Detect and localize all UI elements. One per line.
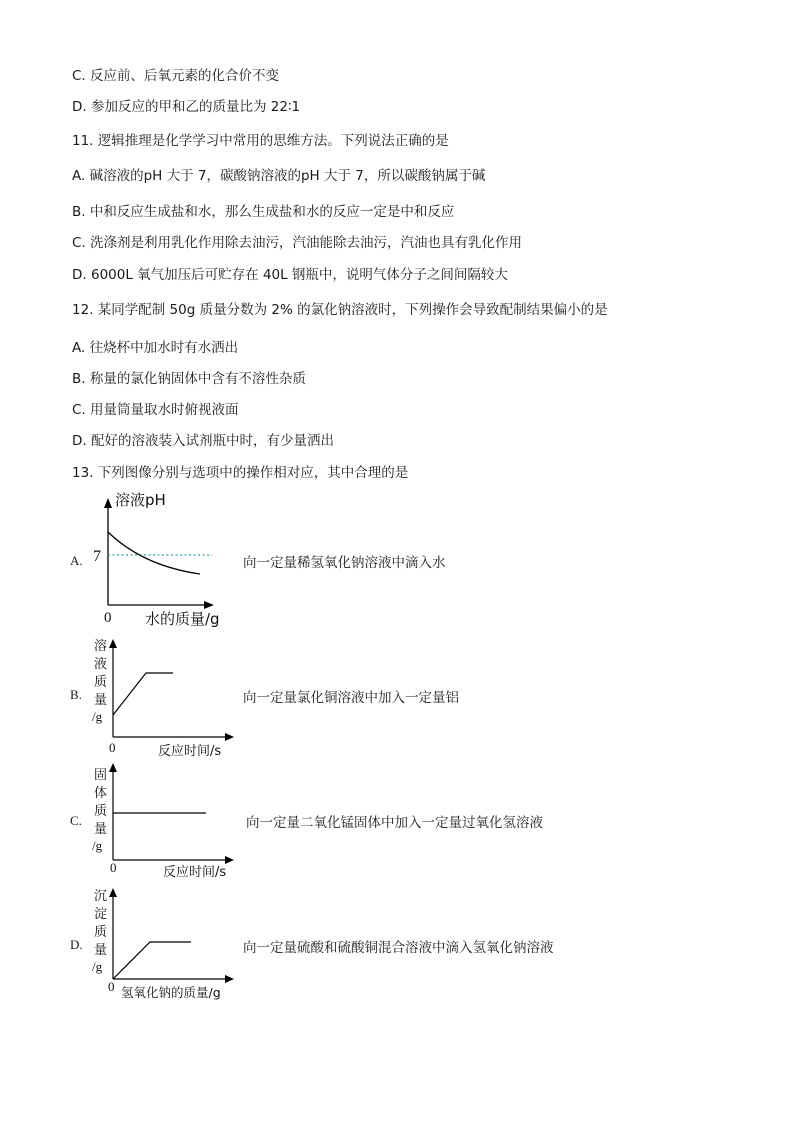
graph-d-x-arrow xyxy=(225,975,234,983)
graph-d-x-label: 氢氧化钠的质量/g xyxy=(121,985,221,1000)
graph-b-origin: 0 xyxy=(109,740,116,755)
graph-a-ph7-tick: 7 xyxy=(93,548,101,565)
graph-d-curve xyxy=(113,942,191,979)
q11-option-b: B. 中和反应生成盐和水，那么生成盐和水的反应一定是中和反应 xyxy=(72,204,455,220)
graph-a-option: A. xyxy=(70,553,83,568)
graph-b xyxy=(88,633,248,761)
graph-b-y-label-4: 量 xyxy=(94,693,108,708)
q11-stem: 11. 逻辑推理是化学学习中常用的思维方法。下列说法正确的是 xyxy=(72,133,449,149)
graph-d xyxy=(88,883,248,1005)
graph-c-description: 向一定量二氧化锰固体中加入一定量过氧化氢溶液 xyxy=(246,815,543,831)
graph-c-y-label-1: 固 xyxy=(94,768,108,783)
graph-c-y-label-3: 质 xyxy=(94,804,108,819)
graph-b-y-label-3: 质 xyxy=(94,675,108,690)
graph-b-description: 向一定量氯化铜溶液中加入一定量铝 xyxy=(243,690,459,706)
graph-c-y-label-4: 量 xyxy=(94,822,108,837)
graph-a-x-label: 水的质量/g xyxy=(145,610,220,628)
graph-d-option: D. xyxy=(70,937,83,952)
graph-a-origin: 0 xyxy=(104,610,112,626)
graph-d-description: 向一定量硫酸和硫酸铜混合溶液中滴入氢氧化钠溶液 xyxy=(243,940,554,956)
graph-a-description: 向一定量稀氢氧化钠溶液中滴入水 xyxy=(243,555,446,571)
q12-option-d: D. 配好的溶液装入试剂瓶中时，有少量洒出 xyxy=(72,433,334,449)
graph-c-origin: 0 xyxy=(110,860,117,875)
graph-b-x-arrow xyxy=(225,733,234,741)
graph-d-y-label-3: 质 xyxy=(94,925,108,940)
q12-option-b: B. 称量的氯化钠固体中含有不溶性杂质 xyxy=(72,371,306,387)
q11-option-d: D. 6000L 氧气加压后可贮存在 40L 钢瓶中，说明气体分子之间间隔较大 xyxy=(72,267,508,283)
graph-b-y-label-2: 液 xyxy=(94,657,108,672)
graph-c-option: C. xyxy=(70,813,82,828)
graph-c-x-arrow xyxy=(225,856,234,864)
graph-b-x-label: 反应时间/s xyxy=(158,744,222,759)
graph-a-x-arrow xyxy=(204,601,214,609)
graph-b-curve xyxy=(113,673,173,715)
q11-option-a: A. 碱溶液的pH 大于 7，碳酸钠溶液的pH 大于 7，所以碳酸钠属于碱 xyxy=(72,168,486,184)
graph-a-y-arrow xyxy=(104,498,112,508)
graph-d-origin: 0 xyxy=(108,979,115,994)
q12-option-a: A. 往烧杯中加水时有水洒出 xyxy=(72,340,239,356)
graph-d-y-label-1: 沉 xyxy=(94,889,108,904)
q10-option-d: D. 参加反应的甲和乙的质量比为 22∶1 xyxy=(72,99,301,115)
graph-b-option: B. xyxy=(70,687,82,702)
graph-c-y-label-5: /g xyxy=(92,838,103,853)
q10-option-c: C. 反应前、后氧元素的化合价不变 xyxy=(72,68,280,84)
graph-c-x-label: 反应时间/s xyxy=(163,865,227,880)
graph-b-y-label-1: 溶 xyxy=(94,639,108,654)
graph-d-y-label-5: /g xyxy=(92,959,103,974)
graph-c-y-arrow xyxy=(109,763,117,772)
graph-b-y-label-5: /g xyxy=(92,709,103,724)
graph-c xyxy=(88,757,248,885)
graph-a xyxy=(88,488,238,633)
graph-d-y-label-4: 量 xyxy=(94,943,108,958)
q11-option-c: C. 洗涤剂是利用乳化作用除去油污，汽油能除去油污，汽油也具有乳化作用 xyxy=(72,235,523,251)
graph-d-y-label-2: 淀 xyxy=(94,907,108,922)
graph-c-y-label-2: 体 xyxy=(94,786,108,801)
graph-b-y-arrow xyxy=(109,639,117,648)
graph-d-y-arrow xyxy=(109,888,117,897)
q13-stem: 13. 下列图像分别与选项中的操作相对应，其中合理的是 xyxy=(72,465,409,481)
q12-stem: 12. 某同学配制 50g 质量分数为 2% 的氯化钠溶液时，下列操作会导致配制结果偏小的是 xyxy=(72,302,608,318)
graph-a-y-label: 溶液pH xyxy=(115,491,166,509)
q12-option-c: C. 用量筒量取水时俯视液面 xyxy=(72,402,239,418)
graph-a-curve xyxy=(108,532,200,574)
